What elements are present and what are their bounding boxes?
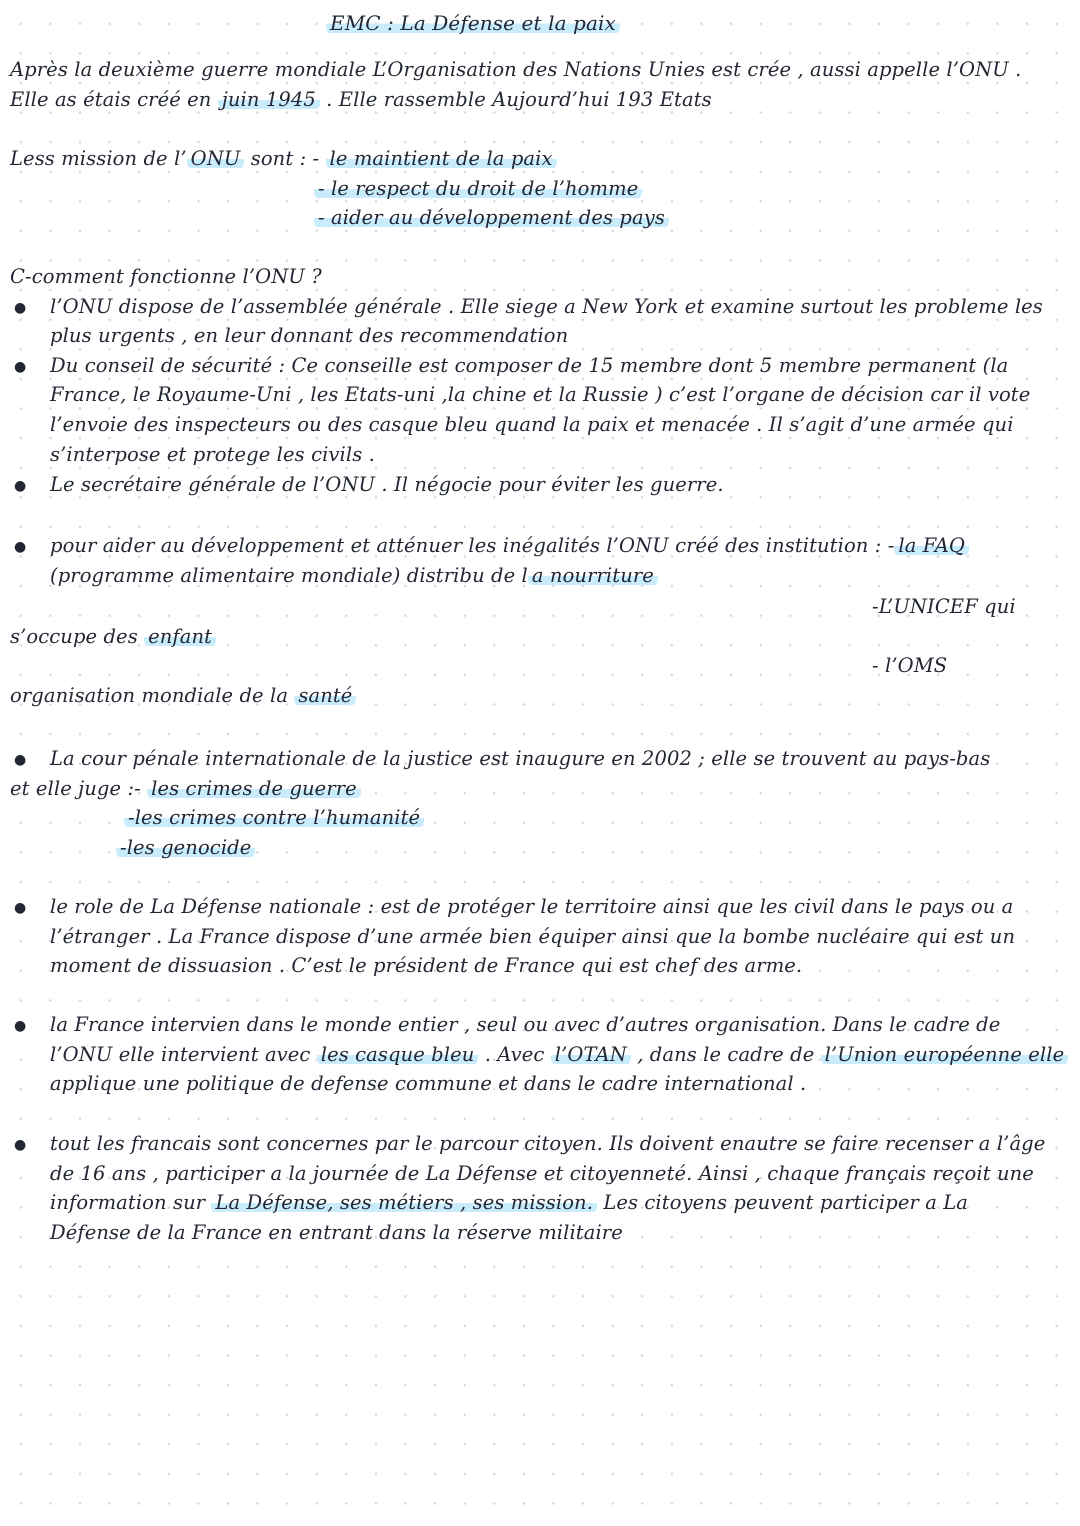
bullet-icon: ● [14,300,27,316]
council-line-4: s’interpose et protege les civils . [50,443,375,466]
intervention-line-2: l’ONU elle intervient avec les casque bleu . Avec l’OTAN , dans le cadre de l’Union européenne elle [50,1040,1068,1070]
assembly-line-1: l’ONU dispose de l’assemblée générale . Elle siege a New York et examine surtout les probleme les [50,295,1043,318]
court-crime-2: -les crimes contre l’humanité [124,803,424,833]
bullet-icon: ● [14,752,27,768]
court-line-2: et elle juge :- les crimes de guerre [10,774,361,804]
mission-3: - aider au développement des pays [314,203,669,233]
defense-line-3: moment de dissuasion . C’est le président de France qui est chef des arme. [50,954,803,977]
council-line-2: France, le Royaume-Uni , les Etats-uni ,la chine et la Russie ) c’est l’organe de décision car il vote [50,383,1031,406]
bullet-icon: ● [14,539,27,555]
bullet-icon: ● [14,359,27,375]
mission-1: le maintient de la paix [326,147,557,170]
assembly-line-2: plus urgents , en leur donnant des recommendation [50,324,569,347]
oms-line: - l’OMS [872,654,948,677]
bullet-icon: ● [14,478,27,494]
intro-line-2: Elle as étais créé en juin 1945 . Elle rassemble Aujourd’hui 193 Etats [10,88,712,111]
development-line-2: (programme alimentaire mondiale) distribu de l a nourriture [50,561,658,591]
missions-lead: Less mission de l’ ONU sont : - le maintient de la paix [10,144,557,174]
citizen-line-4: Défense de la France en entrant dans la réserve militaire [50,1221,623,1244]
page-title: EMC : La Défense et la paix [326,8,620,39]
development-line-1: pour aider au développement et atténuer les inégalités l’ONU créé des institution : - la FAQ [50,531,969,561]
intervention-line-1: la France intervien dans le monde entier , seul ou avec d’autres organisation. Dans le cadre de [50,1013,1001,1036]
faq-highlight: la FAQ [894,534,969,557]
health-line: organisation mondiale de la santé [10,681,356,711]
bullet-icon: ● [14,900,27,916]
section-heading-functioning: C-comment fonctionne l’ONU ? [10,265,322,288]
council-line-3: l’envoie des inspecteurs ou des casque bleu quand la paix et menacée . Il s’agit d’une armée qui [50,413,1014,436]
secretary-line: Le secrétaire générale de l’ONU . Il négocie pour éviter les guerre. [50,473,724,496]
court-crime-3: -les genocide [116,833,255,863]
bullet-icon: ● [14,1137,27,1153]
intro-line-1: Après la deuxième guerre mondiale L’Organisation des Nations Unies est crée , aussi appelle l’ONU . [10,58,1022,81]
court-line-1: La cour pénale internationale de la justice est inaugure en 2002 ; elle se trouvent au pays-bas [50,747,991,770]
defense-line-1: le role de La Défense nationale : est de protéger le territoire ainsi que les civil dans le pays ou a [50,895,1014,918]
citizen-line-1: tout les francais sont concernes par le parcour citoyen. Ils doivent enautre se faire recenser a l’âge [50,1132,1046,1155]
mission-2: - le respect du droit de l’homme [314,174,642,204]
citizen-line-2: de 16 ans , participer a la journée de La Défense et citoyenneté. Ainsi , chaque français reçoit une [50,1162,1034,1185]
citizen-line-3: information sur La Défense, ses métiers , ses mission. Les citoyens peuvent participer a La [50,1191,968,1214]
defense-line-2: l’étranger . La France dispose d’une armée bien équiper ainsi que la bombe nucléaire qui est un [50,925,1016,948]
council-line-1: Du conseil de sécurité : Ce conseille est composer de 15 membre dont 5 membre permanent (la [50,354,1009,377]
children-line: s’occupe des enfant [10,622,216,652]
unicef-line: -L’UNICEF qui [872,595,1016,618]
date-highlight: juin 1945 [218,88,320,111]
intervention-line-3: applique une politique de defense commune et dans le cadre international . [50,1072,807,1095]
bullet-icon: ● [14,1018,27,1034]
